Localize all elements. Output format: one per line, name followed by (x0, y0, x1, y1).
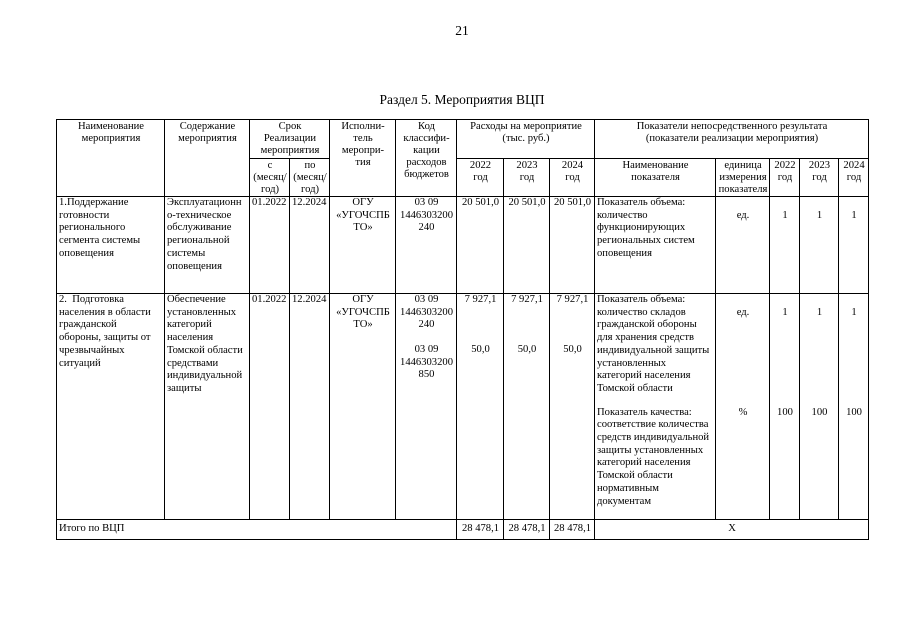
indicator-value: 1 (816, 306, 823, 318)
expense-cell (457, 294, 504, 520)
header-executor: Исполни- тель меропри- тия (330, 120, 396, 197)
expense-amount: 50,0 (563, 344, 582, 355)
expense-amount: 50,0 (517, 344, 537, 355)
total-label: Итого по ВЦП (57, 520, 457, 540)
header-indicator-year: 2024 год (839, 159, 869, 197)
indicator-value: 1 (782, 306, 788, 318)
indicator-value-cell (770, 294, 800, 520)
total-row (57, 520, 869, 540)
indicator-name: Показатель объема: количество складов гражданской обороны для хранения средств индивидуальной защиты установленных категорий населения Томской области (597, 294, 710, 394)
expense-amount: 20 501,0 (508, 197, 546, 208)
expense-amount: 20 501,0 (461, 197, 500, 208)
section-title: Раздел 5. Мероприятия ВЦП (379, 92, 545, 107)
indicator-value-cell (839, 197, 869, 294)
indicator-value-cell (800, 294, 839, 520)
header-expense-year: 2024 год (550, 159, 595, 197)
header-expense-year: 2022 год (457, 159, 504, 197)
activity-name-cell: 2. Подготовка населения в области гражданской обороны, защиты от чрезвычайных ситуаций (57, 294, 165, 520)
total-indicators: X (595, 520, 869, 540)
activity-content-cell: Эксплуатационн о-техническое обслуживание региональной системы оповещения (165, 197, 250, 294)
executor-cell: ОГУ «УГОЧСПБ ТО» (330, 197, 396, 294)
indicator-unit-cell (716, 294, 770, 520)
header-term-from: с (месяц/ год) (250, 159, 290, 197)
indicator-value-cell (839, 294, 869, 520)
expense-cell (550, 294, 595, 520)
total-expense: 28 478,1 (457, 520, 504, 540)
header-indicator-year: 2023 год (800, 159, 839, 197)
indicator-value: 100 (777, 406, 793, 418)
indicator-unit: ед. (736, 306, 750, 318)
header-activity-name: Наименование мероприятия (57, 120, 165, 197)
activity-content-cell: Обеспечение установленных категорий населения Томской области средствами индивидуальной защиты (165, 294, 250, 520)
table-row (57, 197, 869, 294)
indicator-unit: ед. (736, 209, 750, 221)
total-expense: 28 478,1 (550, 520, 595, 540)
indicator-value: 1 (782, 209, 788, 221)
header-indicator-year: 2022 год (770, 159, 800, 197)
indicator-value: 1 (851, 306, 857, 318)
header-activity-content: Содержание мероприятия (165, 120, 250, 197)
expense-cell (457, 197, 504, 294)
header-term: Срок Реализации мероприятия (250, 120, 330, 159)
indicator-unit: % (738, 406, 748, 418)
expense-cell (504, 197, 550, 294)
executor-cell: ОГУ «УГОЧСПБ ТО» (330, 294, 396, 520)
indicator-name-cell (595, 294, 716, 520)
expense-amount: 7 927,1 (511, 294, 543, 305)
budget-code-cell (396, 197, 457, 294)
expense-amount: 50,0 (471, 344, 490, 355)
indicator-value: 100 (846, 406, 862, 418)
budget-code-cell (396, 294, 457, 520)
header-expense-year: 2023 год (504, 159, 550, 197)
term-to-cell: 12.2024 (290, 294, 330, 520)
activity-name-cell: 1.Поддержание готовности регионального сегмента системы оповещения (57, 197, 165, 294)
page-number: 21 (455, 23, 469, 38)
budget-code: 03 09 1446303200 240 (400, 197, 453, 234)
header-indicator-unit: единица измерения показателя (716, 159, 770, 197)
header-budget-code: Код классифи- кации расходов бюджетов (396, 120, 457, 197)
indicator-value: 100 (811, 406, 828, 418)
table-row (57, 294, 869, 520)
term-from-cell: 01.2022 (250, 197, 290, 294)
expense-amount: 7 927,1 (464, 294, 497, 305)
indicator-unit-cell (716, 197, 770, 294)
budget-code: 03 09 1446303200 850 (400, 344, 453, 381)
activities-table (56, 119, 869, 540)
indicator-value: 1 (816, 209, 823, 221)
header-term-to: по (месяц/ год) (290, 159, 330, 197)
header-expenses: Расходы на мероприятие (тыс. руб.) (457, 120, 595, 159)
indicator-name: Показатель объема: количество функционирующих региональных систем оповещения (597, 197, 695, 259)
expense-cell (504, 294, 550, 520)
header-indicator-name: Наименование показателя (595, 159, 716, 197)
indicator-name-cell (595, 197, 716, 294)
expense-amount: 7 927,1 (556, 294, 589, 305)
budget-code: 03 09 1446303200 240 (400, 294, 453, 331)
expense-cell (550, 197, 595, 294)
header-row-top (57, 120, 869, 159)
term-from-cell: 01.2022 (250, 294, 290, 520)
indicator-value: 1 (851, 209, 857, 221)
indicator-name: Показатель качества: соответствие количества средств индивидуальной защиты установленных категорий населения Томской области нормативным документам (597, 406, 710, 507)
header-indicators: Показатели непосредственного результата (показатели реализации мероприятия) (595, 120, 869, 159)
expense-amount: 20 501,0 (553, 197, 592, 208)
term-to-cell: 12.2024 (290, 197, 330, 294)
total-expense: 28 478,1 (504, 520, 550, 540)
indicator-value-cell (800, 197, 839, 294)
indicator-value-cell (770, 197, 800, 294)
